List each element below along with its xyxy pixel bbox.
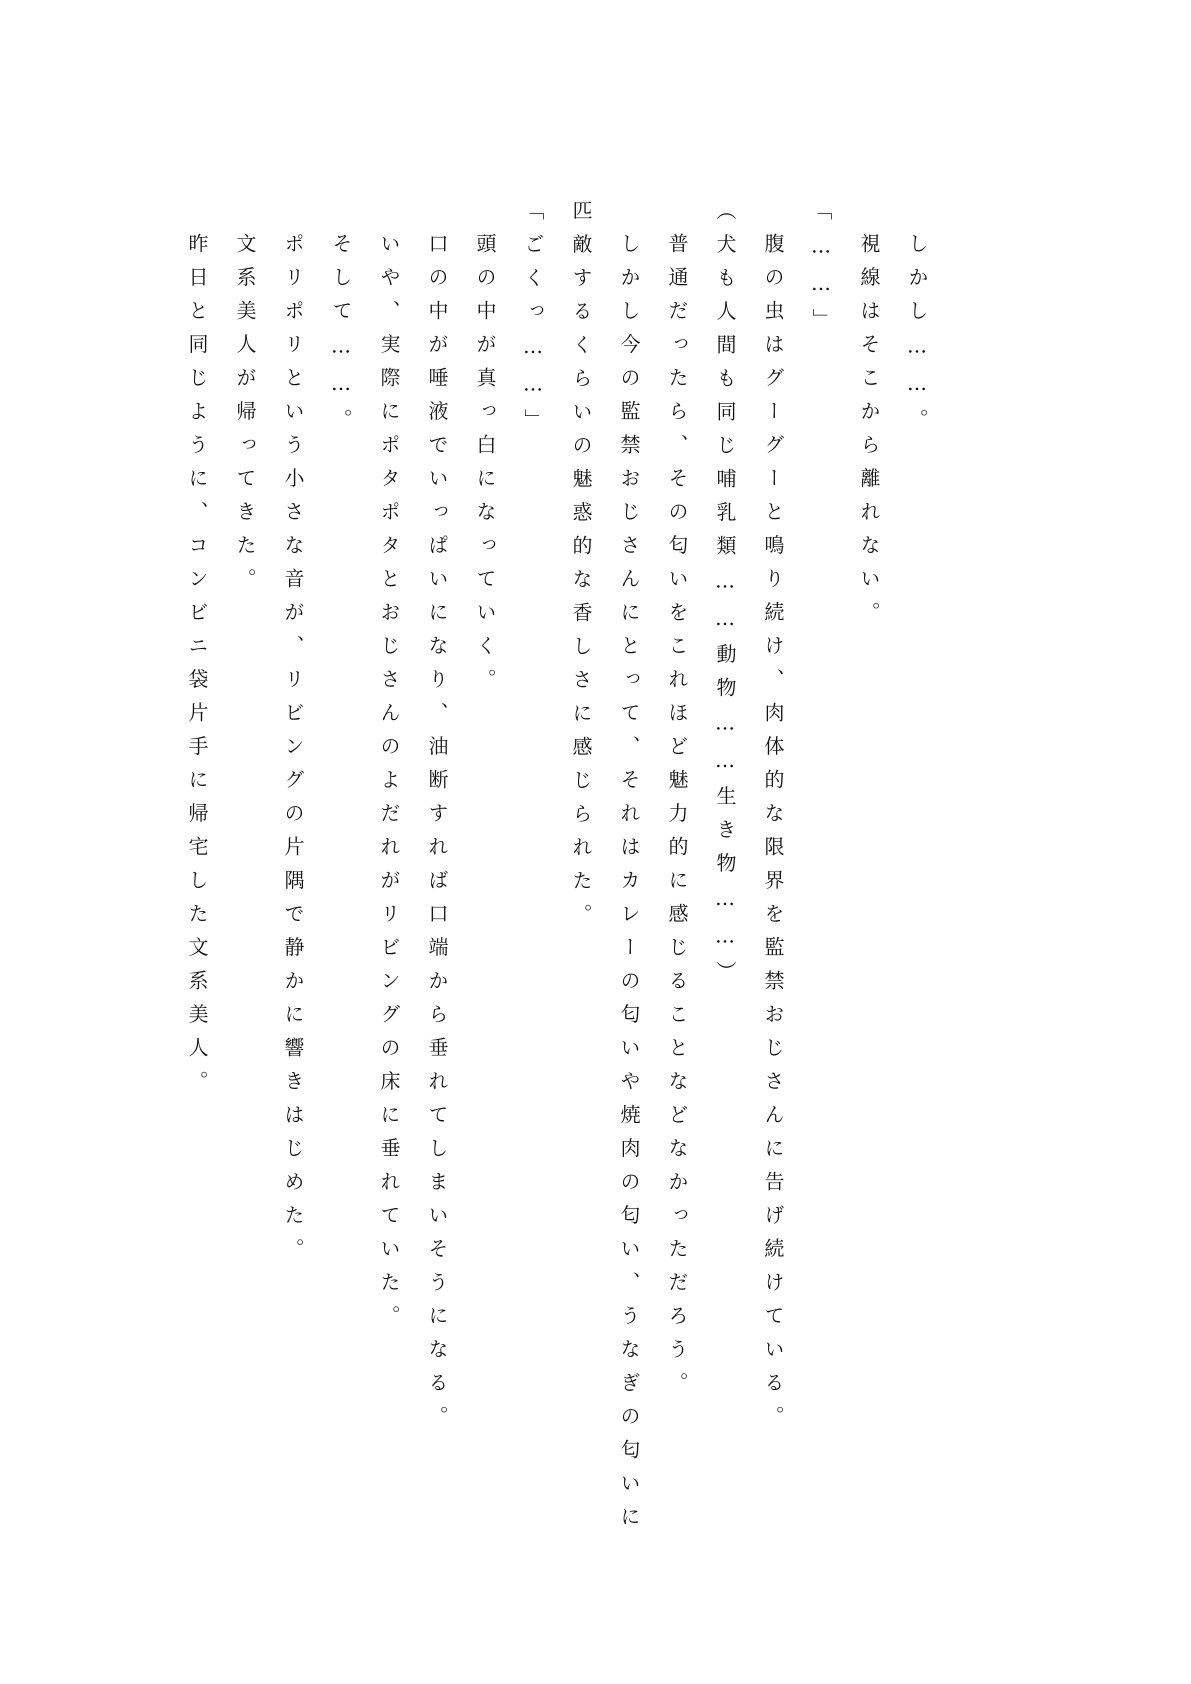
text-line: 普通だったら、その匂いをこれほど魅力的に感じることなどなかっただろう。 [665,233,689,1406]
text-line: 「……」 [809,200,833,342]
text-line: いや、実際にポタポタとおじさんのよだれがリビングの床に垂れていた。 [377,233,401,1339]
text-line: 文系美人が帰ってきた。 [233,233,257,602]
text-line: 頭の中が真っ白になっていく。 [473,233,497,702]
vertical-text-body [173,200,941,1540]
text-line: （犬も人間も同じ哺乳類……動物……生き物……） [713,200,737,995]
text-line: しかし今の監禁おじさんにとって、それはカレーの匂いや焼肉の匂い、うなぎの匂いに [617,233,641,1540]
text-line: ポリポリという小さな音が、リビングの片隅で静かに響きはじめた。 [281,233,305,1272]
text-line: 昨日と同じように、コンビニ袋片手に帰宅した文系美人。 [185,233,209,1104]
text-line: 視線はそこから離れない。 [857,233,881,635]
text-line: 口の中が唾液でいっぱいになり、油断すれば口端から垂れてしまいそうになる。 [425,233,449,1439]
text-line: 腹の虫はグーグーと鳴り続け、肉体的な限界を監禁おじさんに告げ続けている。 [761,233,785,1439]
text-line: そして……。 [329,233,353,442]
text-line: しかし……。 [905,233,929,442]
text-line: 「ごくっ……」 [521,200,545,443]
text-line: 匹敵するくらいの魅惑的な香しさに感じられた。 [569,200,593,937]
